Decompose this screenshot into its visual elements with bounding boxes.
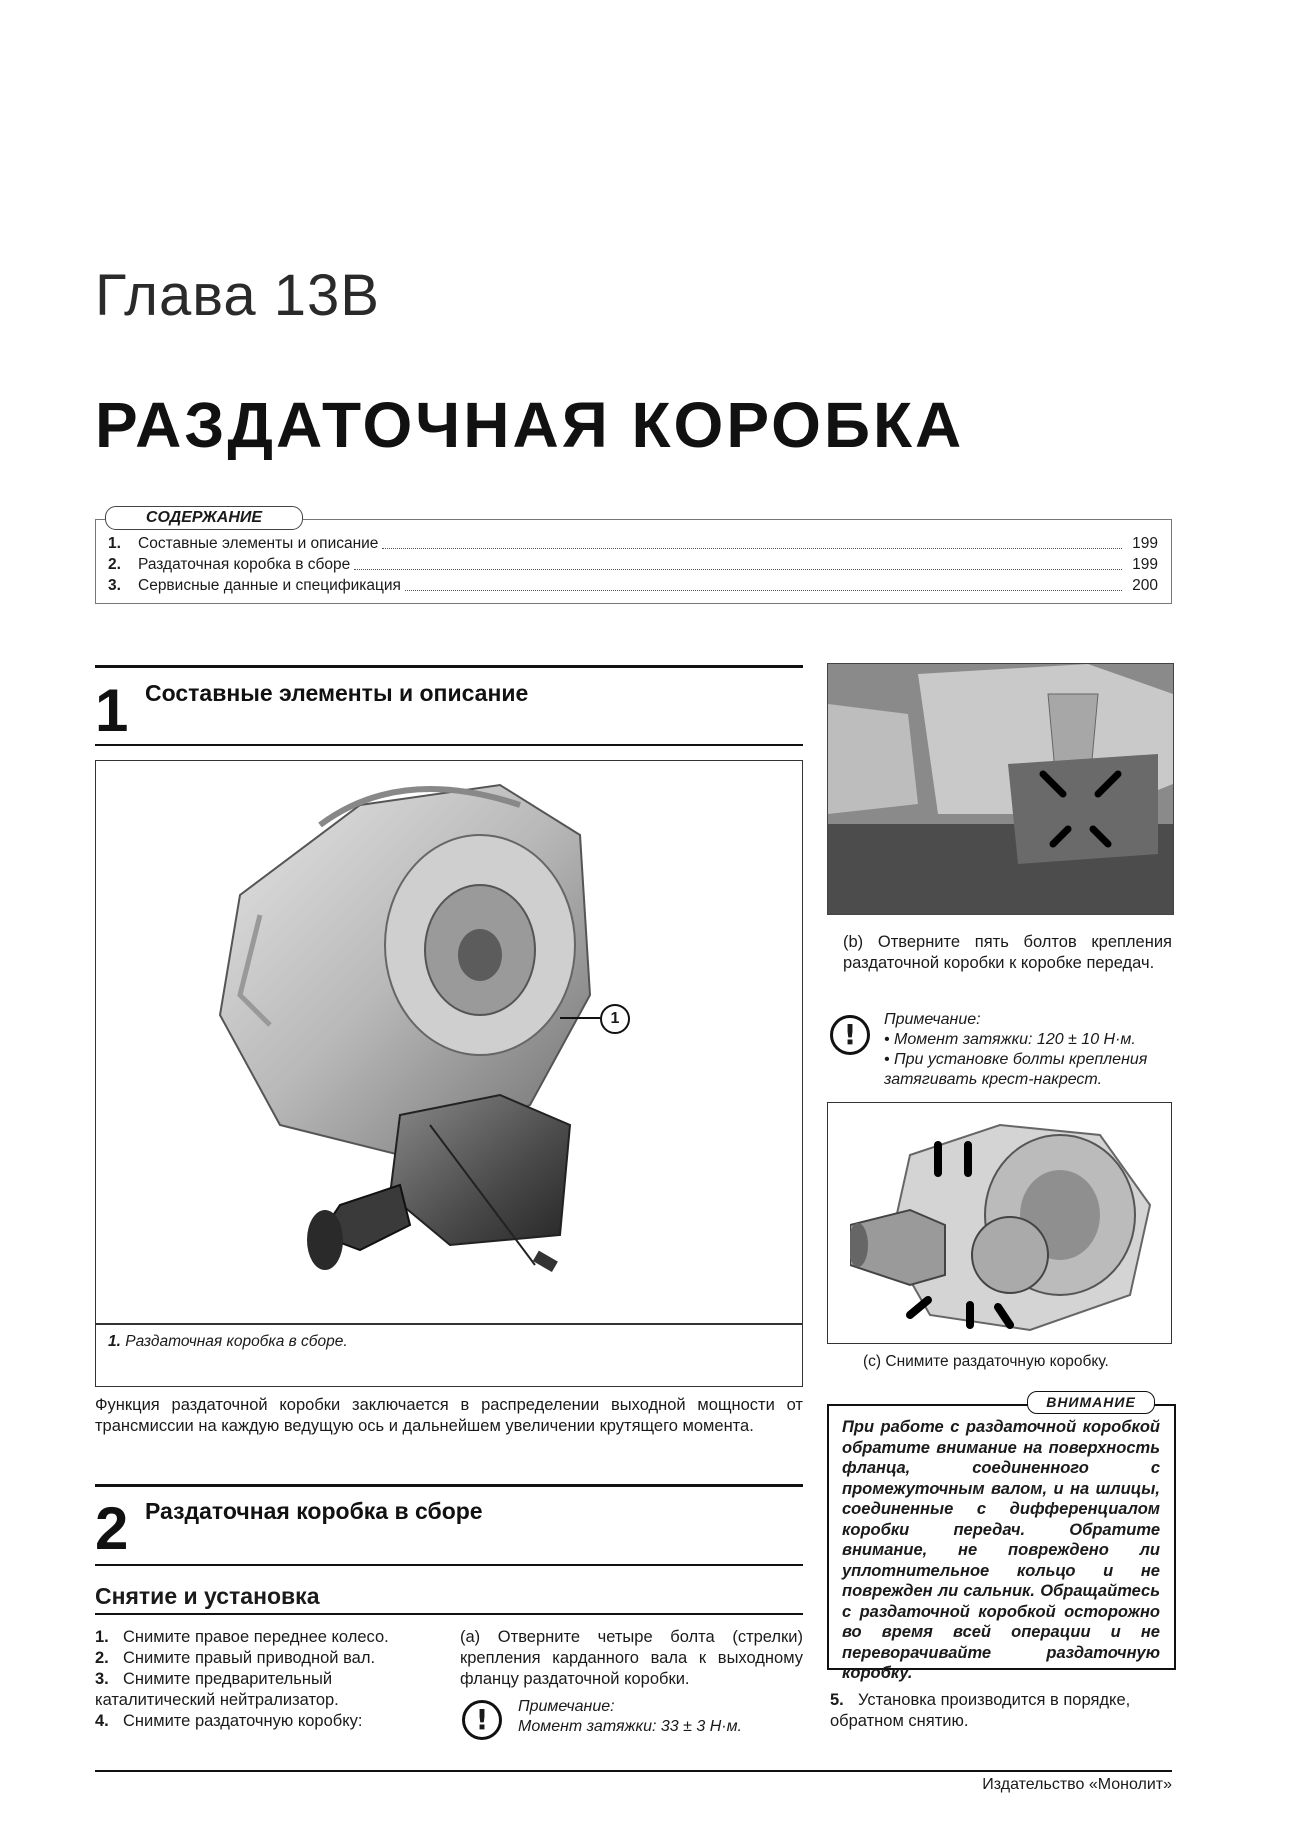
step-5-text: Установка производится в порядке, обратном снятию. [830, 1691, 1131, 1730]
toc-leader [382, 535, 1122, 549]
step-5-num: 5. [830, 1691, 844, 1709]
callout-1: 1 [600, 1004, 630, 1034]
section-rule [95, 744, 803, 746]
subsection-rule [95, 1613, 803, 1615]
toc-item[interactable] [108, 556, 1158, 574]
page-title: РАЗДАТОЧНАЯ КОРОБКА [95, 389, 965, 461]
figure-caption-rule [95, 1323, 803, 1325]
callout-leader [560, 1017, 600, 1019]
toc-item-num: 1. [108, 535, 121, 552]
figure-1-caption [108, 1333, 348, 1351]
photo-b [827, 663, 1174, 915]
section-2-title: Раздаточная коробка в сборе [145, 1498, 483, 1524]
toc-leader [354, 556, 1122, 570]
step-b-text: (b) Отверните пять болтов крепления раздаточной коробки к коробке передач. [843, 933, 1172, 972]
caption-text: Раздаточная коробка в сборе. [125, 1333, 348, 1350]
toc-item-page: 200 [1132, 577, 1158, 594]
section-rule [95, 1564, 803, 1566]
note-a-label: Примечание: [518, 1698, 615, 1715]
toc-item-text: Сервисные данные и спецификация [138, 577, 401, 594]
section-1-number: 1 [95, 677, 129, 744]
warning-text: При работе с раздаточной коробкой обратите внимание на поверхность фланца, соединенного с промежуточным валом, и на шлицы, соединенные с дифференциалом коробки передач. Обратите внимание, не повреждено ли уплотнительное кольцо и не поврежден ли сальник. Обращайтесь с раздаточной коробкой осторожно во время всей операции и не переворачивайте раздаточную коробку. [842, 1418, 1160, 1682]
photo-b-illustration [828, 664, 1173, 914]
step-5 [830, 1690, 1172, 1732]
note-a [518, 1697, 803, 1737]
toc-item-page: 199 [1132, 556, 1158, 573]
step-item: 4. Снимите раздаточную коробку: [95, 1712, 363, 1730]
note-b-item: • При установке болты крепления затягивать крест-накрест. [884, 1051, 1148, 1088]
toc-item-num: 3. [108, 577, 121, 594]
section-rule [95, 665, 803, 668]
chapter-label: Глава 13В [95, 263, 380, 328]
toc-item-text: Составные элементы и описание [138, 535, 379, 552]
caption-number: 1. [108, 1333, 121, 1350]
toc-label: СОДЕРЖАНИЕ [105, 506, 303, 530]
section-1-body: Функция раздаточной коробки заключается в распределении выходной мощности от трансмиссии на каждую ведущую ось и дальнейшем увеличении крутящего момента. [95, 1396, 803, 1435]
step-item: 2. Снимите правый приводной вал. [95, 1649, 376, 1667]
note-b-label: Примечание: [884, 1011, 981, 1028]
note-icon: ! [830, 1015, 870, 1055]
toc-item[interactable] [108, 535, 1158, 553]
publisher-footer: Издательство «Монолит» [982, 1776, 1172, 1793]
step-c-text: (c) Снимите раздаточную коробку. [863, 1353, 1109, 1370]
step-item: 3. Снимите предварительный каталитический нейтрализатор. [95, 1670, 339, 1709]
section-2-number: 2 [95, 1495, 129, 1562]
toc-leader [405, 577, 1122, 591]
note-a-text: Момент затяжки: 33 ± 3 Н·м. [518, 1718, 742, 1735]
footer-rule [95, 1770, 1172, 1772]
note-b [884, 1010, 1172, 1090]
note-b-item: • Момент затяжки: 120 ± 10 Н·м. [884, 1031, 1136, 1048]
toc-item-text: Раздаточная коробка в сборе [138, 556, 351, 573]
step-a-text: (a) Отверните четыре болта (стрелки) крепления карданного вала к выходному фланцу раздаточной коробки. [460, 1628, 803, 1688]
steps-list [95, 1627, 435, 1732]
toc-item-num: 2. [108, 556, 121, 573]
toc-item[interactable] [108, 577, 1158, 595]
subsection-title: Снятие и установка [95, 1583, 320, 1609]
note-icon: ! [462, 1700, 502, 1740]
section-rule [95, 1484, 803, 1487]
warning-label: ВНИМАНИЕ [1027, 1391, 1155, 1414]
toc-item-page: 199 [1132, 535, 1158, 552]
step-item: 1. Снимите правое переднее колесо. [95, 1628, 389, 1646]
photo-c-illustration [850, 1115, 1155, 1335]
section-1-title: Составные элементы и описание [145, 680, 529, 706]
